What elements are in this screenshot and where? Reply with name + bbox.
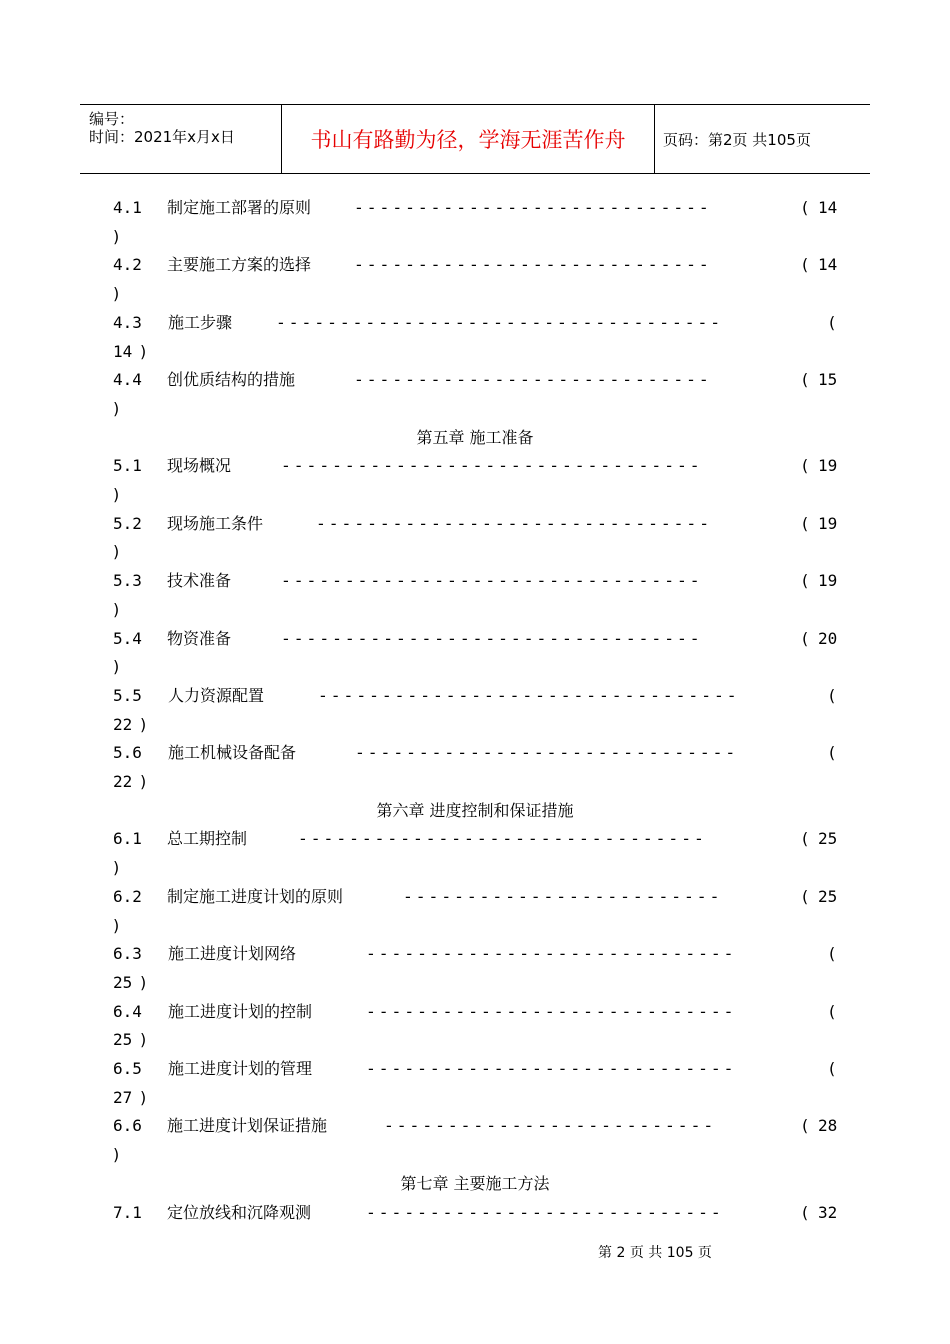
toc-entry-title: 施工进度计划的控制 (168, 1001, 313, 1021)
toc-entry-number: 4.4 (113, 370, 142, 390)
toc-entry-title: 技术准备 (167, 571, 232, 591)
toc-entry-title: 定位放线和沉降观测 (167, 1202, 312, 1222)
chapter-heading: 第七章 主要施工方法 (400, 1173, 550, 1193)
toc-entry-page: 19 (818, 571, 838, 591)
toc-entry-page: 14 (818, 198, 838, 217)
toc-close-paren: ) (113, 657, 120, 677)
leader-dots: ---------------------------- (356, 370, 714, 390)
toc-close-paren: ) (113, 284, 120, 304)
toc-open-paren: ( (802, 1202, 809, 1222)
leader-dots: ----------------------------- (368, 1001, 739, 1021)
toc-entry-title: 施工步骤 (168, 312, 233, 332)
toc-close-paren: ) (113, 542, 120, 562)
toc-entry-page: 19 (818, 456, 838, 476)
leader-dots: ------------------------- (405, 886, 725, 906)
motto: 书山有路勤为径，学海无涯苦作舟 (310, 128, 626, 152)
toc-open-paren: ( (802, 370, 809, 390)
toc-close-paren: ) (113, 599, 120, 619)
time-label: 时间：2021年x月x日 (89, 128, 235, 146)
toc-entry-number: 5.3 (113, 571, 142, 591)
toc-open-paren: ( (802, 628, 809, 648)
toc-open-paren: ( (829, 743, 836, 763)
toc-entry-page: 22 (113, 714, 133, 734)
toc-close-paren: ) (113, 1145, 120, 1165)
toc-entry-page: 25 (818, 886, 838, 906)
leader-dots: --------------------------------- (283, 456, 705, 476)
toc-open-paren: ( (829, 1001, 836, 1021)
toc-entry-page: 25 (113, 1030, 133, 1050)
toc-entry-title: 制定施工进度计划的原则 (167, 886, 344, 906)
leader-dots: ---------------------------- (368, 1202, 726, 1222)
toc-entry-title: 施工机械设备配备 (168, 743, 297, 763)
toc-close-paren: ) (140, 714, 147, 734)
toc-entry-number: 6.3 (113, 944, 142, 964)
toc-entry-title: 物资准备 (167, 628, 232, 648)
toc-entry-title: 现场施工条件 (167, 513, 264, 533)
toc-entry-title: 创优质结构的措施 (167, 370, 296, 390)
toc-entry-number: 5.1 (113, 456, 142, 476)
header-info-cell (80, 105, 282, 173)
toc-entry-page: 14 (818, 255, 838, 275)
toc-entry-page: 28 (818, 1116, 838, 1136)
toc-entry-number: 5.2 (113, 513, 142, 533)
toc-entry-page: 14 (113, 341, 133, 361)
toc-open-paren: ( (802, 571, 809, 591)
toc-close-paren: ) (140, 1030, 147, 1050)
toc-entry-number: 6.6 (113, 1116, 142, 1136)
toc-entry-title: 人力资源配置 (168, 685, 265, 705)
toc-close-paren: ) (140, 1087, 147, 1107)
toc-open-paren: ( (802, 829, 809, 849)
toc-entry-page: 19 (818, 513, 838, 533)
toc-close-paren: ) (113, 226, 120, 246)
toc-close-paren: ) (113, 915, 120, 935)
toc-entry-number: 4.1 (113, 198, 142, 217)
toc-open-paren: ( (802, 255, 809, 275)
toc-entry-number: 6.1 (113, 829, 142, 849)
leader-dots: --------------------------------- (283, 628, 705, 648)
toc-entry-page: 25 (113, 972, 133, 992)
toc-open-paren: ( (802, 456, 809, 476)
toc-entry-number: 7.1 (113, 1202, 142, 1222)
toc-entry-title: 制定施工部署的原则 (167, 198, 312, 217)
header-motto-cell (282, 105, 655, 173)
toc-entry-number: 4.2 (113, 255, 142, 275)
toc-entry-number: 4.3 (113, 312, 142, 332)
toc-open-paren: ( (829, 944, 836, 964)
toc-entry-title: 施工进度计划的管理 (168, 1059, 313, 1078)
leader-dots: -------------------------- (386, 1116, 719, 1136)
toc-close-paren: ) (140, 341, 147, 361)
toc-open-paren: ( (802, 886, 809, 906)
toc-entry-page: 22 (113, 772, 133, 791)
toc-entry-title: 总工期控制 (167, 829, 248, 849)
toc-entry-page: 32 (818, 1202, 838, 1222)
toc-entry-number: 5.4 (113, 628, 142, 648)
toc-entry-page: 25 (818, 829, 838, 849)
leader-dots: ------------------------------ (357, 743, 741, 763)
toc-entry-number: 5.5 (113, 685, 142, 705)
leader-dots: ----------------------------- (368, 1059, 739, 1078)
chapter-heading: 第五章 施工准备 (416, 427, 534, 447)
leader-dots: ---------------------------- (356, 198, 714, 217)
toc-entry-page: 27 (113, 1087, 133, 1107)
header-page-cell (655, 105, 870, 173)
toc-entry-page: 15 (818, 370, 838, 390)
toc-open-paren: ( (829, 1059, 836, 1078)
toc-close-paren: ) (140, 972, 147, 992)
toc-entry-number: 6.2 (113, 886, 142, 906)
toc-open-paren: ( (802, 198, 809, 217)
toc-entry-page: 20 (818, 628, 838, 648)
toc-entry-title: 施工进度计划网络 (168, 944, 297, 964)
toc-entry-number: 5.6 (113, 743, 142, 763)
toc-entry-number: 6.5 (113, 1059, 142, 1078)
toc-entry-number: 6.4 (113, 1001, 142, 1021)
leader-dots: --------------------------------- (320, 685, 742, 705)
page-header (80, 104, 870, 174)
toc-close-paren: ) (113, 485, 120, 504)
toc-close-paren: ) (140, 772, 147, 791)
page-info: 页码：第2页 共105页 (663, 131, 811, 149)
toc-open-paren: ( (829, 685, 836, 705)
leader-dots: ------------------------------- (318, 513, 714, 533)
leader-dots: -------------------------------- (300, 829, 709, 849)
toc-open-paren: ( (802, 1116, 809, 1136)
leader-dots: ----------------------------------- (278, 312, 726, 332)
toc-close-paren: ) (113, 858, 120, 878)
page-footer: 第 2 页 共 105 页 (598, 1245, 712, 1261)
toc-close-paren: ) (113, 398, 120, 418)
leader-dots: ----------------------------- (368, 944, 739, 964)
code-label: 编号： (89, 110, 135, 128)
leader-dots: ---------------------------- (356, 255, 714, 275)
leader-dots: --------------------------------- (283, 571, 705, 591)
chapter-heading: 第六章 进度控制和保证措施 (376, 800, 574, 820)
toc-entry-title: 现场概况 (167, 456, 232, 476)
toc-entry-title: 施工进度计划保证措施 (167, 1116, 328, 1136)
toc-entry-title: 主要施工方案的选择 (167, 255, 312, 275)
toc-open-paren: ( (829, 312, 836, 332)
toc-open-paren: ( (802, 513, 809, 533)
